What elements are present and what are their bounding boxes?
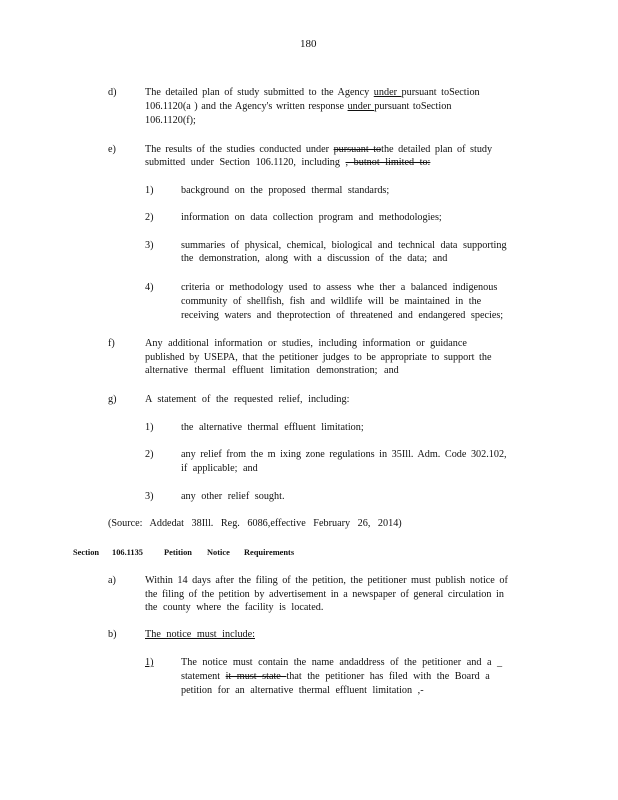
- section-item-a-line-1: Within 14 days after the filing of the petition, the petitioner must publish notice of: [145, 575, 508, 586]
- item-g2-line-2: if applicable; and: [181, 463, 258, 474]
- section-item-b-label: b): [108, 629, 117, 640]
- item-g1-label: 1): [145, 422, 154, 433]
- item-d-line-2: 106.1120(a ) and the Agency's written response under pursuant toSection: [145, 101, 452, 112]
- item-g-label: g): [108, 394, 117, 405]
- item-e3-line-2: the demonstration, along with a discussion of the data; and: [181, 253, 448, 264]
- item-e4-line-2: community of shellfish, fish and wildlife will be maintained in the: [181, 296, 482, 307]
- item-g2-label: 2): [145, 449, 154, 460]
- item-e-label: e): [108, 144, 116, 155]
- item-g3-label: 3): [145, 491, 154, 502]
- item-e-line-2: submitted under Section 106.1120, including , butnot limited to:: [145, 157, 431, 168]
- section-label: Section: [73, 548, 100, 557]
- item-e3-label: 3): [145, 240, 154, 251]
- item-d-line-3: 106.1120(f);: [145, 115, 196, 126]
- section-item-b1-line-3: petition for an alternative thermal effluent limitation ,-: [181, 685, 424, 696]
- item-d-line-1: The detailed plan of study submitted to the Agency under pursuant toSection: [145, 87, 480, 98]
- item-e-line-1: The results of the studies conducted under pursuant tothe detailed plan of study: [145, 144, 493, 155]
- section-title-word-1: Petition: [164, 548, 192, 557]
- item-e1-line-1: background on the proposed thermal standards;: [181, 185, 390, 196]
- item-e1-label: 1): [145, 185, 154, 196]
- item-g1-line-1: the alternative thermal effluent limitation;: [181, 422, 364, 433]
- section-item-b-line-1: The notice must include:: [145, 629, 255, 640]
- section-title-word-2: Notice: [207, 548, 230, 557]
- item-e2-line-1: information on data collection program and methodologies;: [181, 212, 442, 223]
- item-e4-line-1: criteria or methodology used to assess whe ther a balanced indigenous: [181, 282, 498, 293]
- item-f-line-3: alternative thermal effluent limitation demonstration; and: [145, 365, 399, 376]
- section-item-b1-label: 1): [145, 657, 154, 668]
- item-e3-line-1: summaries of physical, chemical, biological and technical data supporting: [181, 240, 507, 251]
- section-item-a-line-3: the county where the facility is located.: [145, 602, 324, 613]
- source-note: (Source: Addedat 38Ill. Reg. 6086,effective February 26, 2014): [108, 518, 402, 529]
- section-item-a-label: a): [108, 575, 116, 586]
- section-item-a-line-2: the filing of the petition by advertisement in a newspaper of general circulation in: [145, 589, 504, 600]
- page-number: 180: [300, 38, 317, 50]
- item-f-line-1: Any additional information or studies, including information or guidance: [145, 338, 467, 349]
- item-f-line-2: published by USEPA, that the petitioner judges to be appropriate to support the: [145, 352, 492, 363]
- section-item-b1-line-1: The notice must contain the name andaddress of the petitioner and a _: [181, 657, 503, 668]
- item-g2-line-1: any relief from the m ixing zone regulations in 35Ill. Adm. Code 302.102,: [181, 449, 507, 460]
- section-item-b1-line-2: statement it must state that the petitioner has filed with the Board a: [181, 671, 490, 682]
- item-g-line-1: A statement of the requested relief, including:: [145, 394, 350, 405]
- section-title-word-3: Requirements: [244, 548, 295, 557]
- item-e4-line-3: receiving waters and theprotection of threatened and endangered species;: [181, 310, 504, 321]
- item-f-label: f): [108, 338, 115, 349]
- item-e2-label: 2): [145, 212, 154, 223]
- section-number: 106.1135: [112, 548, 143, 557]
- item-e4-label: 4): [145, 282, 154, 293]
- item-g3-line-1: any other relief sought.: [181, 491, 285, 502]
- item-d-label: d): [108, 87, 117, 98]
